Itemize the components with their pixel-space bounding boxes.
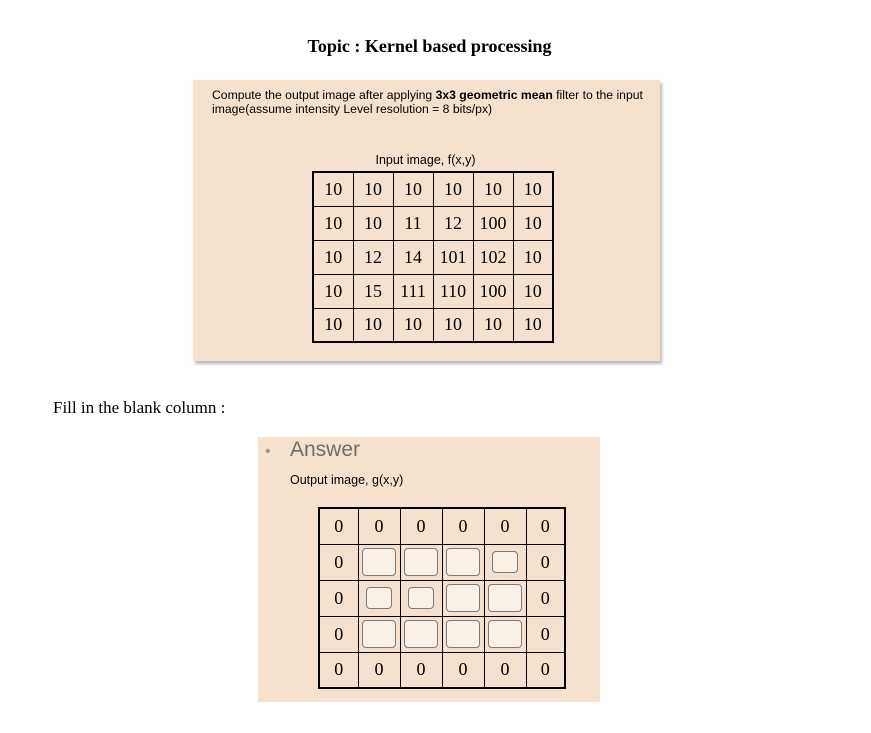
output-cell-blank[interactable] (442, 544, 484, 580)
input-row (313, 240, 553, 274)
input-cell: 111 (393, 274, 433, 308)
output-cell-blank[interactable] (484, 580, 526, 616)
input-image-grid (312, 171, 554, 343)
output-cell-blank[interactable] (358, 616, 400, 652)
blank-input-box[interactable] (492, 551, 518, 573)
question-text-bold: 3x3 geometric mean (435, 88, 553, 102)
output-cell: 0 (400, 508, 442, 544)
output-cell-blank[interactable] (358, 580, 400, 616)
output-cell: 0 (319, 508, 358, 544)
input-cell: 11 (393, 206, 433, 240)
input-cell: 101 (433, 240, 473, 274)
input-cell: 10 (433, 308, 473, 342)
output-row (319, 652, 565, 688)
question-slide (193, 80, 660, 361)
input-cell: 10 (473, 308, 513, 342)
output-cell-blank[interactable] (442, 616, 484, 652)
question-text (212, 88, 652, 116)
output-row (319, 616, 565, 652)
output-row (319, 508, 565, 544)
input-cell: 10 (433, 172, 473, 206)
blank-input-box[interactable] (408, 587, 434, 609)
input-cell: 15 (353, 274, 393, 308)
input-cell: 10 (473, 172, 513, 206)
input-cell: 10 (393, 172, 433, 206)
output-cell: 0 (526, 580, 565, 616)
input-cell: 10 (513, 308, 553, 342)
input-cell: 102 (473, 240, 513, 274)
page-topic (0, 36, 871, 57)
output-cell: 0 (319, 652, 358, 688)
input-cell: 10 (313, 206, 353, 240)
input-cell: 10 (353, 308, 393, 342)
input-cell: 10 (513, 172, 553, 206)
output-cell: 0 (358, 508, 400, 544)
blank-input-box[interactable] (362, 548, 396, 576)
output-cell: 0 (484, 652, 526, 688)
input-row (313, 274, 553, 308)
blank-input-box[interactable] (488, 584, 522, 612)
input-cell: 10 (353, 172, 393, 206)
topic-text: Topic : Kernel based processing (307, 36, 552, 56)
input-cell: 10 (313, 308, 353, 342)
input-cell: 12 (353, 240, 393, 274)
output-cell: 0 (400, 652, 442, 688)
input-cell: 100 (473, 274, 513, 308)
input-cell: 10 (513, 240, 553, 274)
output-image-grid (318, 507, 566, 689)
output-cell: 0 (526, 544, 565, 580)
input-cell: 10 (313, 274, 353, 308)
input-image-caption-text: Input image, f(x,y) (375, 153, 476, 167)
blank-input-box[interactable] (362, 620, 396, 648)
blank-input-box[interactable] (404, 620, 438, 648)
question-text-before: Compute the output image after applying (212, 88, 436, 102)
output-cell-blank[interactable] (358, 544, 400, 580)
output-cell: 0 (526, 508, 565, 544)
blank-input-box[interactable] (446, 548, 480, 576)
input-cell: 14 (393, 240, 433, 274)
input-cell: 10 (313, 240, 353, 274)
output-cell-blank[interactable] (400, 580, 442, 616)
output-cell-blank[interactable] (400, 616, 442, 652)
output-cell: 0 (484, 508, 526, 544)
input-cell: 12 (433, 206, 473, 240)
output-cell: 0 (526, 652, 565, 688)
output-cell-blank[interactable] (484, 616, 526, 652)
answer-title: Answer (290, 438, 361, 461)
input-cell: 110 (433, 274, 473, 308)
blank-input-box[interactable] (446, 620, 480, 648)
fill-instruction: Fill in the blank column : (53, 398, 226, 417)
output-row (319, 580, 565, 616)
input-row (313, 172, 553, 206)
bullet-icon: • (265, 443, 271, 460)
input-cell: 100 (473, 206, 513, 240)
answer-slide (258, 437, 600, 702)
output-cell: 0 (319, 544, 358, 580)
output-cell: 0 (358, 652, 400, 688)
blank-input-box[interactable] (488, 620, 522, 648)
question-text-after: filter to the input image(assume intensity Level resolution = 8 bits/px) (212, 88, 643, 116)
blank-input-box[interactable] (404, 548, 438, 576)
output-image-caption: Output image, g(x,y) (290, 473, 404, 487)
output-cell-blank[interactable] (484, 544, 526, 580)
output-row (319, 544, 565, 580)
blank-input-box[interactable] (446, 584, 480, 612)
output-cell: 0 (319, 616, 358, 652)
input-cell: 10 (353, 206, 393, 240)
output-cell: 0 (442, 508, 484, 544)
input-cell: 10 (513, 206, 553, 240)
output-cell: 0 (319, 580, 358, 616)
input-cell: 10 (313, 172, 353, 206)
output-cell-blank[interactable] (442, 580, 484, 616)
input-cell: 10 (393, 308, 433, 342)
output-cell: 0 (526, 616, 565, 652)
input-row (313, 308, 553, 342)
output-cell-blank[interactable] (400, 544, 442, 580)
input-row (313, 206, 553, 240)
blank-input-box[interactable] (366, 587, 392, 609)
input-image-caption (193, 153, 660, 167)
input-cell: 10 (513, 274, 553, 308)
output-cell: 0 (442, 652, 484, 688)
